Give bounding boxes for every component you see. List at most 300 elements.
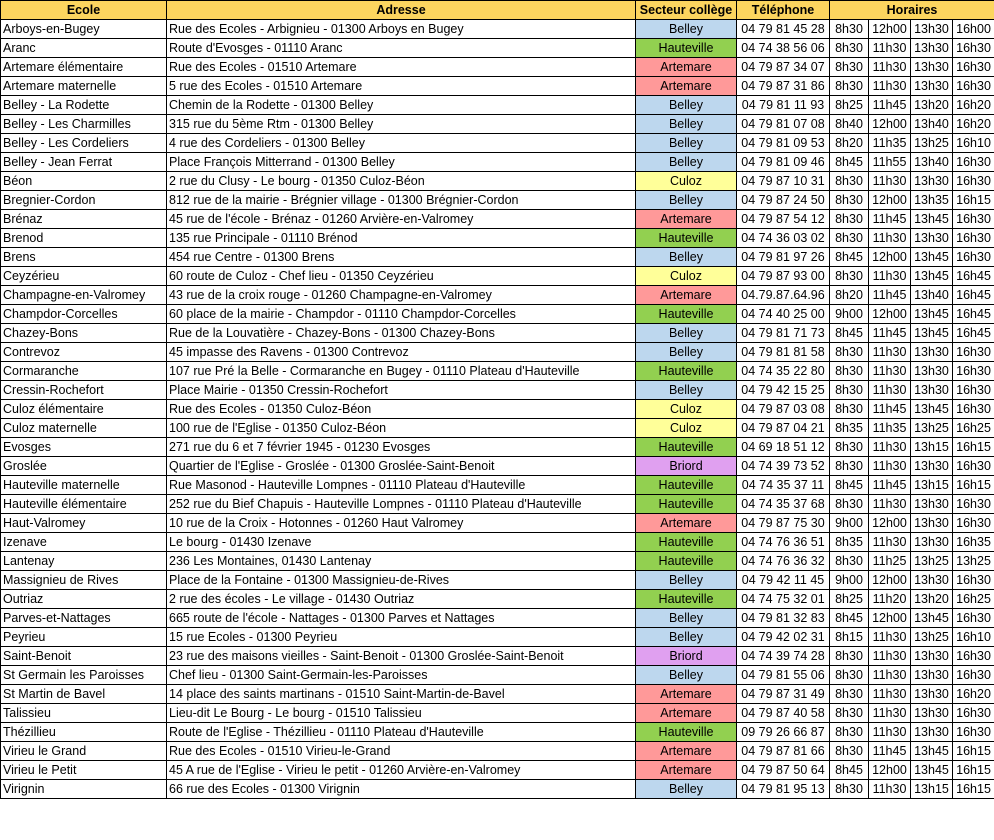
cell-horaire-1: 8h30 <box>830 20 869 39</box>
cell-secteur: Belley <box>636 134 737 153</box>
cell-horaire-1: 9h00 <box>830 514 869 533</box>
cell-ecole: Aranc <box>1 39 167 58</box>
cell-horaire-3: 13h45 <box>911 267 953 286</box>
cell-telephone: 04 74 40 25 00 <box>737 305 830 324</box>
cell-horaire-1: 8h25 <box>830 590 869 609</box>
cell-adresse: Place Mairie - 01350 Cressin-Rochefort <box>167 381 636 400</box>
cell-telephone: 04 79 81 45 28 <box>737 20 830 39</box>
table-row <box>1 742 994 761</box>
cell-horaire-4: 16h20 <box>953 115 994 134</box>
cell-telephone: 04 74 35 37 68 <box>737 495 830 514</box>
cell-secteur: Belley <box>636 571 737 590</box>
cell-secteur: Culoz <box>636 400 737 419</box>
cell-horaire-3: 13h45 <box>911 609 953 628</box>
cell-horaire-3: 13h45 <box>911 324 953 343</box>
cell-horaire-1: 8h30 <box>830 495 869 514</box>
table-row <box>1 438 994 457</box>
cell-telephone: 04 79 87 93 00 <box>737 267 830 286</box>
cell-horaire-1: 8h40 <box>830 115 869 134</box>
cell-horaire-4: 16h30 <box>953 514 994 533</box>
cell-secteur: Belley <box>636 780 737 799</box>
cell-horaire-4: 16h30 <box>953 210 994 229</box>
cell-secteur: Culoz <box>636 172 737 191</box>
cell-adresse: Rue de la Louvatière - Chazey-Bons - 01300 Chazey-Bons <box>167 324 636 343</box>
cell-horaire-4: 16h30 <box>953 343 994 362</box>
cell-adresse: 66 rue des Ecoles - 01300 Virignin <box>167 780 636 799</box>
cell-horaire-2: 11h30 <box>869 457 911 476</box>
cell-horaire-3: 13h25 <box>911 628 953 647</box>
cell-horaire-2: 12h00 <box>869 248 911 267</box>
cell-secteur: Belley <box>636 248 737 267</box>
cell-horaire-4: 16h30 <box>953 647 994 666</box>
cell-secteur: Artemare <box>636 742 737 761</box>
cell-horaire-4: 16h30 <box>953 248 994 267</box>
cell-secteur: Artemare <box>636 58 737 77</box>
cell-telephone: 04 79 81 71 73 <box>737 324 830 343</box>
cell-secteur: Hauteville <box>636 362 737 381</box>
cell-horaire-3: 13h45 <box>911 248 953 267</box>
cell-telephone: 04 74 76 36 32 <box>737 552 830 571</box>
cell-horaire-4: 16h45 <box>953 324 994 343</box>
cell-ecole: Talissieu <box>1 704 167 723</box>
cell-telephone: 04 79 42 02 31 <box>737 628 830 647</box>
cell-horaire-3: 13h30 <box>911 666 953 685</box>
cell-horaire-4: 16h30 <box>953 609 994 628</box>
cell-horaire-2: 11h45 <box>869 96 911 115</box>
cell-telephone: 04 79 81 95 13 <box>737 780 830 799</box>
cell-ecole: Bregnier-Cordon <box>1 191 167 210</box>
cell-secteur: Belley <box>636 191 737 210</box>
cell-ecole: Artemare élémentaire <box>1 58 167 77</box>
table-row <box>1 590 994 609</box>
cell-horaire-1: 8h30 <box>830 780 869 799</box>
cell-adresse: 45 rue de l'école - Brénaz - 01260 Arvière-en-Valromey <box>167 210 636 229</box>
cell-ecole: Cormaranche <box>1 362 167 381</box>
cell-horaire-3: 13h30 <box>911 647 953 666</box>
cell-horaire-4: 16h25 <box>953 419 994 438</box>
cell-telephone: 04 74 36 03 02 <box>737 229 830 248</box>
cell-horaire-1: 8h30 <box>830 267 869 286</box>
cell-horaire-4: 16h30 <box>953 457 994 476</box>
cell-horaire-1: 8h30 <box>830 704 869 723</box>
table-row <box>1 476 994 495</box>
cell-secteur: Briord <box>636 457 737 476</box>
cell-telephone: 04 79 87 04 21 <box>737 419 830 438</box>
cell-horaire-2: 11h45 <box>869 742 911 761</box>
cell-horaire-3: 13h15 <box>911 476 953 495</box>
cell-horaire-3: 13h30 <box>911 343 953 362</box>
table-row <box>1 153 994 172</box>
cell-horaire-2: 12h00 <box>869 514 911 533</box>
cell-horaire-4: 16h30 <box>953 495 994 514</box>
cell-adresse: Le bourg - 01430 Izenave <box>167 533 636 552</box>
cell-secteur: Artemare <box>636 704 737 723</box>
cell-ecole: Groslée <box>1 457 167 476</box>
table-row <box>1 381 994 400</box>
cell-horaire-3: 13h20 <box>911 590 953 609</box>
cell-horaire-2: 11h25 <box>869 552 911 571</box>
cell-secteur: Artemare <box>636 286 737 305</box>
cell-horaire-4: 16h15 <box>953 761 994 780</box>
cell-horaire-2: 11h30 <box>869 362 911 381</box>
cell-ecole: Brénaz <box>1 210 167 229</box>
cell-horaire-2: 11h30 <box>869 58 911 77</box>
cell-adresse: Chef lieu - 01300 Saint-Germain-les-Paroisses <box>167 666 636 685</box>
cell-adresse: 10 rue de la Croix - Hotonnes - 01260 Haut Valromey <box>167 514 636 533</box>
table-row <box>1 552 994 571</box>
cell-secteur: Hauteville <box>636 590 737 609</box>
cell-horaire-2: 11h30 <box>869 172 911 191</box>
cell-ecole: Hauteville élémentaire <box>1 495 167 514</box>
table-row <box>1 39 994 58</box>
cell-adresse: 45 impasse des Ravens - 01300 Contrevoz <box>167 343 636 362</box>
cell-adresse: 43 rue de la croix rouge - 01260 Champagne-en-Valromey <box>167 286 636 305</box>
cell-horaire-3: 13h30 <box>911 77 953 96</box>
cell-secteur: Belley <box>636 96 737 115</box>
table-row <box>1 343 994 362</box>
cell-horaire-3: 13h30 <box>911 20 953 39</box>
table-row <box>1 286 994 305</box>
table-row <box>1 229 994 248</box>
cell-horaire-2: 11h45 <box>869 324 911 343</box>
cell-secteur: Belley <box>636 324 737 343</box>
cell-horaire-4: 16h30 <box>953 571 994 590</box>
cell-horaire-4: 16h10 <box>953 628 994 647</box>
cell-telephone: 04 79 81 11 93 <box>737 96 830 115</box>
cell-secteur: Hauteville <box>636 723 737 742</box>
cell-horaire-1: 8h45 <box>830 324 869 343</box>
cell-adresse: 5 rue des Ecoles - 01510 Artemare <box>167 77 636 96</box>
cell-horaire-2: 11h30 <box>869 723 911 742</box>
cell-telephone: 04 79 81 97 26 <box>737 248 830 267</box>
table-row <box>1 77 994 96</box>
table-row <box>1 780 994 799</box>
cell-horaire-2: 11h30 <box>869 39 911 58</box>
cell-ecole: Virieu le Petit <box>1 761 167 780</box>
cell-horaire-3: 13h30 <box>911 381 953 400</box>
cell-horaire-2: 11h30 <box>869 780 911 799</box>
cell-telephone: 04 74 35 22 80 <box>737 362 830 381</box>
cell-adresse: 100 rue de l'Eglise - 01350 Culoz-Béon <box>167 419 636 438</box>
cell-horaire-2: 11h30 <box>869 533 911 552</box>
cell-horaire-3: 13h15 <box>911 438 953 457</box>
cell-horaire-3: 13h45 <box>911 761 953 780</box>
cell-secteur: Belley <box>636 628 737 647</box>
cell-horaire-3: 13h40 <box>911 286 953 305</box>
cell-ecole: Virieu le Grand <box>1 742 167 761</box>
cell-adresse: 15 rue Ecoles - 01300 Peyrieu <box>167 628 636 647</box>
cell-secteur: Belley <box>636 20 737 39</box>
cell-horaire-4: 16h30 <box>953 229 994 248</box>
cell-horaire-3: 13h35 <box>911 191 953 210</box>
cell-horaire-1: 8h30 <box>830 191 869 210</box>
cell-horaire-1: 8h30 <box>830 438 869 457</box>
cell-adresse: Rue des Ecoles - Arbignieu - 01300 Arboys en Bugey <box>167 20 636 39</box>
cell-telephone: 04 74 38 56 06 <box>737 39 830 58</box>
cell-horaire-3: 13h30 <box>911 723 953 742</box>
cell-horaire-2: 11h30 <box>869 229 911 248</box>
cell-secteur: Hauteville <box>636 533 737 552</box>
cell-secteur: Hauteville <box>636 552 737 571</box>
cell-horaire-3: 13h20 <box>911 96 953 115</box>
cell-secteur: Belley <box>636 666 737 685</box>
cell-horaire-1: 8h30 <box>830 723 869 742</box>
table-row <box>1 495 994 514</box>
cell-horaire-4: 16h30 <box>953 77 994 96</box>
cell-horaire-1: 8h45 <box>830 248 869 267</box>
cell-adresse: 252 rue du Bief Chapuis - Hauteville Lompnes - 01110 Plateau d'Hauteville <box>167 495 636 514</box>
cell-horaire-3: 13h30 <box>911 704 953 723</box>
cell-horaire-1: 9h00 <box>830 571 869 590</box>
table-row <box>1 723 994 742</box>
cell-ecole: Thézillieu <box>1 723 167 742</box>
cell-secteur: Artemare <box>636 210 737 229</box>
table-row <box>1 172 994 191</box>
cell-horaire-1: 8h30 <box>830 343 869 362</box>
table-row <box>1 115 994 134</box>
cell-horaire-1: 8h20 <box>830 134 869 153</box>
cell-secteur: Artemare <box>636 685 737 704</box>
cell-horaire-3: 13h30 <box>911 457 953 476</box>
cell-horaire-4: 16h35 <box>953 533 994 552</box>
cell-ecole: Parves-et-Nattages <box>1 609 167 628</box>
cell-horaire-3: 13h45 <box>911 210 953 229</box>
cell-ecole: Outriaz <box>1 590 167 609</box>
cell-ecole: Saint-Benoit <box>1 647 167 666</box>
cell-horaire-3: 13h30 <box>911 514 953 533</box>
cell-horaire-4: 16h15 <box>953 191 994 210</box>
cell-horaire-4: 16h20 <box>953 96 994 115</box>
cell-ecole: Belley - Jean Ferrat <box>1 153 167 172</box>
cell-horaire-3: 13h30 <box>911 533 953 552</box>
cell-horaire-4: 16h15 <box>953 780 994 799</box>
cell-telephone: 04 79 87 03 08 <box>737 400 830 419</box>
cell-ecole: Champagne-en-Valromey <box>1 286 167 305</box>
cell-horaire-2: 11h30 <box>869 666 911 685</box>
cell-horaire-3: 13h30 <box>911 58 953 77</box>
cell-telephone: 04 79 81 09 53 <box>737 134 830 153</box>
cell-ecole: Hauteville maternelle <box>1 476 167 495</box>
cell-horaire-1: 8h30 <box>830 172 869 191</box>
cell-horaire-3: 13h45 <box>911 305 953 324</box>
cell-ecole: Belley - Les Charmilles <box>1 115 167 134</box>
cell-horaire-4: 16h45 <box>953 267 994 286</box>
header-secteur: Secteur collège <box>636 1 737 20</box>
cell-horaire-1: 8h30 <box>830 210 869 229</box>
cell-ecole: Virignin <box>1 780 167 799</box>
header-ecole: Ecole <box>1 1 167 20</box>
cell-adresse: 2 rue du Clusy - Le bourg - 01350 Culoz-Béon <box>167 172 636 191</box>
cell-horaire-1: 8h30 <box>830 400 869 419</box>
cell-adresse: 2 rue des écoles - Le village - 01430 Outriaz <box>167 590 636 609</box>
cell-horaire-1: 8h30 <box>830 552 869 571</box>
cell-secteur: Briord <box>636 647 737 666</box>
cell-telephone: 04 74 35 37 11 <box>737 476 830 495</box>
cell-secteur: Hauteville <box>636 476 737 495</box>
cell-secteur: Culoz <box>636 419 737 438</box>
cell-secteur: Belley <box>636 343 737 362</box>
cell-horaire-2: 11h45 <box>869 400 911 419</box>
cell-secteur: Artemare <box>636 77 737 96</box>
cell-horaire-3: 13h25 <box>911 552 953 571</box>
table-row <box>1 305 994 324</box>
cell-ecole: Cressin-Rochefort <box>1 381 167 400</box>
cell-horaire-2: 11h30 <box>869 77 911 96</box>
cell-horaire-2: 11h30 <box>869 704 911 723</box>
cell-horaire-4: 16h45 <box>953 286 994 305</box>
cell-horaire-1: 8h45 <box>830 153 869 172</box>
cell-adresse: 812 rue de la mairie - Brégnier village - 01300 Brégnier-Cordon <box>167 191 636 210</box>
cell-secteur: Belley <box>636 153 737 172</box>
table-row <box>1 533 994 552</box>
table-row <box>1 96 994 115</box>
cell-horaire-1: 8h45 <box>830 609 869 628</box>
table-row <box>1 267 994 286</box>
cell-adresse: 4 rue des Cordeliers - 01300 Belley <box>167 134 636 153</box>
cell-horaire-3: 13h25 <box>911 134 953 153</box>
cell-adresse: Place François Mitterrand - 01300 Belley <box>167 153 636 172</box>
cell-adresse: 135 rue Principale - 01110 Brénod <box>167 229 636 248</box>
cell-ecole: Béon <box>1 172 167 191</box>
header-horaires: Horaires <box>830 1 994 20</box>
cell-horaire-3: 13h30 <box>911 571 953 590</box>
cell-telephone: 04 79 87 81 66 <box>737 742 830 761</box>
cell-secteur: Culoz <box>636 267 737 286</box>
cell-telephone: 04 74 75 32 01 <box>737 590 830 609</box>
cell-horaire-4: 16h30 <box>953 362 994 381</box>
cell-horaire-1: 8h30 <box>830 58 869 77</box>
cell-horaire-1: 8h30 <box>830 685 869 704</box>
cell-horaire-4: 13h25 <box>953 552 994 571</box>
cell-adresse: 454 rue Centre - 01300 Brens <box>167 248 636 267</box>
cell-telephone: 04 79 81 32 83 <box>737 609 830 628</box>
cell-horaire-2: 11h30 <box>869 343 911 362</box>
cell-telephone: 04 79 87 50 64 <box>737 761 830 780</box>
cell-horaire-2: 11h35 <box>869 134 911 153</box>
cell-horaire-2: 11h45 <box>869 476 911 495</box>
cell-horaire-2: 12h00 <box>869 115 911 134</box>
cell-telephone: 04 79 87 40 58 <box>737 704 830 723</box>
cell-telephone: 04 79 81 09 46 <box>737 153 830 172</box>
cell-horaire-2: 11h20 <box>869 590 911 609</box>
cell-ecole: Massignieu de Rives <box>1 571 167 590</box>
cell-adresse: Place de la Fontaine - 01300 Massignieu-de-Rives <box>167 571 636 590</box>
cell-ecole: Culoz maternelle <box>1 419 167 438</box>
cell-horaire-4: 16h45 <box>953 305 994 324</box>
cell-horaire-2: 11h45 <box>869 286 911 305</box>
cell-secteur: Artemare <box>636 514 737 533</box>
cell-horaire-2: 11h35 <box>869 419 911 438</box>
cell-horaire-4: 16h30 <box>953 58 994 77</box>
cell-horaire-4: 16h30 <box>953 39 994 58</box>
cell-horaire-2: 11h30 <box>869 381 911 400</box>
cell-horaire-3: 13h45 <box>911 400 953 419</box>
cell-horaire-1: 8h20 <box>830 286 869 305</box>
cell-telephone: 04 79 87 54 12 <box>737 210 830 229</box>
cell-adresse: Route d'Evosges - 01110 Aranc <box>167 39 636 58</box>
cell-telephone: 04.79.87.64.96 <box>737 286 830 305</box>
cell-horaire-3: 13h15 <box>911 780 953 799</box>
cell-ecole: Izenave <box>1 533 167 552</box>
cell-ecole: Evosges <box>1 438 167 457</box>
cell-adresse: Chemin de la Rodette - 01300 Belley <box>167 96 636 115</box>
cell-ecole: Belley - Les Cordeliers <box>1 134 167 153</box>
cell-secteur: Hauteville <box>636 229 737 248</box>
cell-horaire-1: 9h00 <box>830 305 869 324</box>
table-row <box>1 704 994 723</box>
cell-horaire-1: 8h35 <box>830 533 869 552</box>
cell-horaire-1: 8h25 <box>830 96 869 115</box>
cell-horaire-4: 16h30 <box>953 172 994 191</box>
cell-ecole: Contrevoz <box>1 343 167 362</box>
cell-secteur: Hauteville <box>636 305 737 324</box>
table-row <box>1 514 994 533</box>
cell-horaire-2: 12h00 <box>869 191 911 210</box>
header-adresse: Adresse <box>167 1 636 20</box>
table-row <box>1 134 994 153</box>
cell-telephone: 04 79 81 81 58 <box>737 343 830 362</box>
cell-ecole: St Martin de Bavel <box>1 685 167 704</box>
cell-horaire-3: 13h40 <box>911 153 953 172</box>
cell-telephone: 04 79 42 11 45 <box>737 571 830 590</box>
cell-horaire-1: 8h30 <box>830 381 869 400</box>
cell-telephone: 04 79 87 10 31 <box>737 172 830 191</box>
cell-telephone: 04 79 87 31 49 <box>737 685 830 704</box>
table-row <box>1 400 994 419</box>
cell-horaire-3: 13h30 <box>911 172 953 191</box>
cell-adresse: Rue Masonod - Hauteville Lompnes - 01110 Plateau d'Hauteville <box>167 476 636 495</box>
cell-adresse: 315 rue du 5ème Rtm - 01300 Belley <box>167 115 636 134</box>
cell-ecole: Brenod <box>1 229 167 248</box>
cell-horaire-1: 8h30 <box>830 457 869 476</box>
cell-horaire-1: 8h30 <box>830 39 869 58</box>
cell-horaire-4: 16h30 <box>953 153 994 172</box>
table-row <box>1 210 994 229</box>
cell-adresse: Rue des Ecoles - 01350 Culoz-Béon <box>167 400 636 419</box>
table-row <box>1 324 994 343</box>
cell-horaire-2: 11h30 <box>869 685 911 704</box>
cell-ecole: Lantenay <box>1 552 167 571</box>
cell-horaire-4: 16h15 <box>953 742 994 761</box>
table-row <box>1 191 994 210</box>
cell-adresse: 665 route de l'école - Nattages - 01300 Parves et Nattages <box>167 609 636 628</box>
cell-telephone: 04 79 81 55 06 <box>737 666 830 685</box>
cell-horaire-1: 8h15 <box>830 628 869 647</box>
cell-secteur: Belley <box>636 115 737 134</box>
cell-horaire-3: 13h30 <box>911 362 953 381</box>
cell-horaire-1: 8h35 <box>830 419 869 438</box>
header-row <box>1 1 994 20</box>
cell-horaire-3: 13h30 <box>911 229 953 248</box>
cell-adresse: Quartier de l'Eglise - Groslée - 01300 Groslée-Saint-Benoit <box>167 457 636 476</box>
header-telephone: Téléphone <box>737 1 830 20</box>
cell-telephone: 04 79 87 24 50 <box>737 191 830 210</box>
cell-telephone: 04 79 87 31 86 <box>737 77 830 96</box>
cell-horaire-2: 11h30 <box>869 495 911 514</box>
cell-adresse: 14 place des saints martinans - 01510 Saint-Martin-de-Bavel <box>167 685 636 704</box>
cell-secteur: Belley <box>636 609 737 628</box>
cell-telephone: 04 74 39 73 52 <box>737 457 830 476</box>
table-row <box>1 58 994 77</box>
cell-horaire-1: 8h30 <box>830 77 869 96</box>
cell-secteur: Belley <box>636 381 737 400</box>
cell-adresse: 60 place de la mairie - Champdor - 01110 Champdor-Corcelles <box>167 305 636 324</box>
cell-adresse: 271 rue du 6 et 7 février 1945 - 01230 Evosges <box>167 438 636 457</box>
cell-horaire-2: 11h30 <box>869 267 911 286</box>
table-row <box>1 666 994 685</box>
cell-horaire-2: 12h00 <box>869 761 911 780</box>
cell-horaire-2: 12h00 <box>869 609 911 628</box>
